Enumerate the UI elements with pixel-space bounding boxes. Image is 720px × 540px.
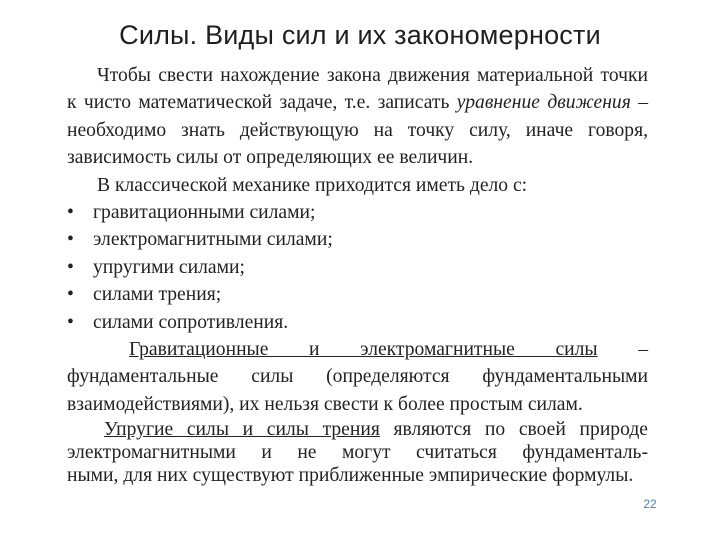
slide-title: Силы. Виды сил и их закономерности [119,20,601,50]
list-item [67,281,648,308]
slide-body [67,62,648,487]
bullet-icon: • [67,256,74,278]
page-number: 22 [643,497,657,511]
list-item [67,226,648,253]
forces-list [67,199,648,336]
paragraph-fundamental-forces-text: – фундаментальные силы (определяются фундаментальными взаимодействиями), их нельзя свести к более простым силам. [67,339,648,415]
list-item-text: силами трения; [93,284,222,306]
fundamental-forces-term: Гравитационные и электромагнитные силы [129,339,598,361]
list-item [67,199,648,226]
paragraph-motion-law-text-end: – необходимо знать действующую на точку силу, иначе говоря, зависимость силы от определяющих ее величин. [67,92,648,169]
elastic-friction-term: Упругие силы и силы трения [104,419,380,441]
paragraph-elastic-friction-end: ными, для них существуют приближенные эмпирические формулы. [67,465,634,487]
paragraph-motion-law-text: Чтобы свести нахождение закона движения материальной точки к чисто математической задаче, т.е. записать [67,65,648,114]
list-item-text: упругими силами; [93,256,245,278]
equation-of-motion-term: уравнение движения [456,92,631,114]
list-item-text: силами сопротивления. [93,311,289,333]
list-item [67,254,648,281]
bullet-icon: • [67,311,74,333]
paragraph-classical-mechanics: В классической механике приходится иметь дело с: [97,174,528,196]
paragraph-elastic-friction-text: являются по своей природе электромагнитными и не могут считаться фундаменталь- [67,419,648,464]
paragraph-motion-law [67,62,648,172]
list-item-text: электромагнитными силами; [93,229,333,251]
list-item [67,309,648,336]
list-item-text: гравитационными силами; [93,202,316,224]
bullet-icon: • [67,229,74,251]
paragraph-elastic-friction [67,418,648,464]
bullet-icon: • [67,202,74,224]
paragraph-fundamental-forces [67,336,648,418]
bullet-icon: • [67,284,74,306]
